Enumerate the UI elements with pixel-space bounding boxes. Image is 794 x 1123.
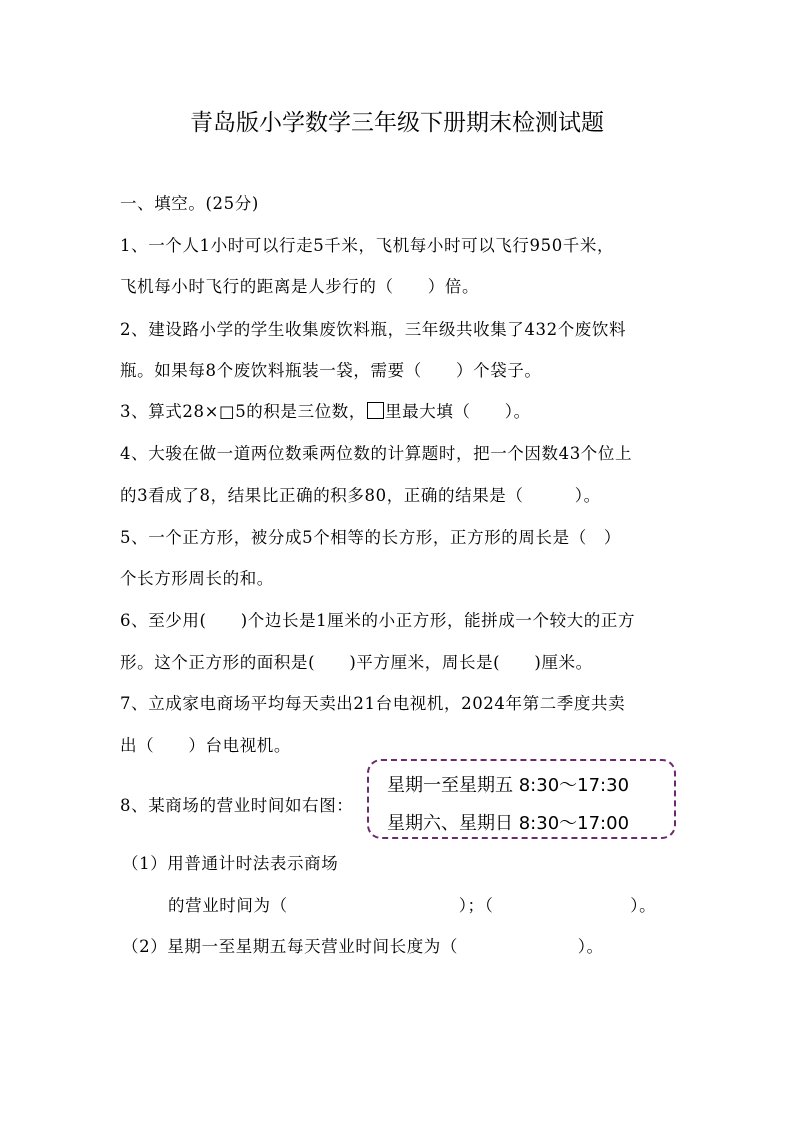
question-1-line-1: 1、一个人1小时可以行走5千米，飞机每小时可以飞行950千米， xyxy=(120,236,615,255)
question-5-line-1: 5、一个正方形，被分成5个相等的长方形，正方形的周长是（ ） xyxy=(120,528,621,547)
question-2-line-2: 瓶。如果每8个废饮料瓶装一袋，需要（ ）个袋子。 xyxy=(120,361,542,380)
question-1-line-2: 飞机每小时飞行的距离是人步行的（ ）倍。 xyxy=(120,277,480,296)
question-8-sub-2: （2）星期一至星期五每天营业时间长度为（ ）。 xyxy=(122,937,604,956)
blank-square-icon xyxy=(367,402,384,419)
question-3-after: 里最大填（ ）。 xyxy=(385,402,531,421)
question-6-line-2: 形。这个正方形的面积是( )平方厘米，周长是( )厘米。 xyxy=(120,653,593,672)
question-2-line-1: 2、建设路小学的学生收集废饮料瓶，三年级共收集了432个废饮料 xyxy=(120,320,627,339)
question-3 xyxy=(120,398,531,422)
question-7-line-2: 出（ ）台电视机。 xyxy=(120,736,291,755)
section-heading: 一、填空。(25分) xyxy=(120,194,259,213)
question-8-sub-1-line-2: 的营业时间为（ ）；（ ）。 xyxy=(168,896,657,915)
question-6-line-1: 6、至少用( )个边长是1厘米的小正方形，能拼成一个较大的正方 xyxy=(120,611,636,630)
question-8-sub-1-line-1: （1）用普通计时法表示商场 xyxy=(122,854,339,873)
page-title: 青岛版小学数学三年级下册期末检测试题 xyxy=(190,110,604,136)
question-3-before: 3、算式28×□5的积是三位数， xyxy=(120,402,367,421)
question-8-stem: 8、某商场的营业时间如右图： xyxy=(120,796,354,815)
weekday-hours: 星期一至星期五 8:30～17:30 xyxy=(387,775,630,796)
question-4-line-2: 的3看成了8，结果比正确的积多80，正确的结果是（ ）。 xyxy=(120,486,601,505)
question-4-line-1: 4、大骏在做一道两位数乘两位数的计算题时，把一个因数43个位上 xyxy=(120,444,633,463)
weekend-hours: 星期六、星期日 8:30～17:00 xyxy=(387,813,630,834)
business-hours-box xyxy=(367,759,676,839)
question-5-line-2: 个长方形周长的和。 xyxy=(120,569,274,588)
question-7-line-1: 7、立成家电商场平均每天卖出21台电视机，2024年第二季度共卖 xyxy=(120,694,626,713)
